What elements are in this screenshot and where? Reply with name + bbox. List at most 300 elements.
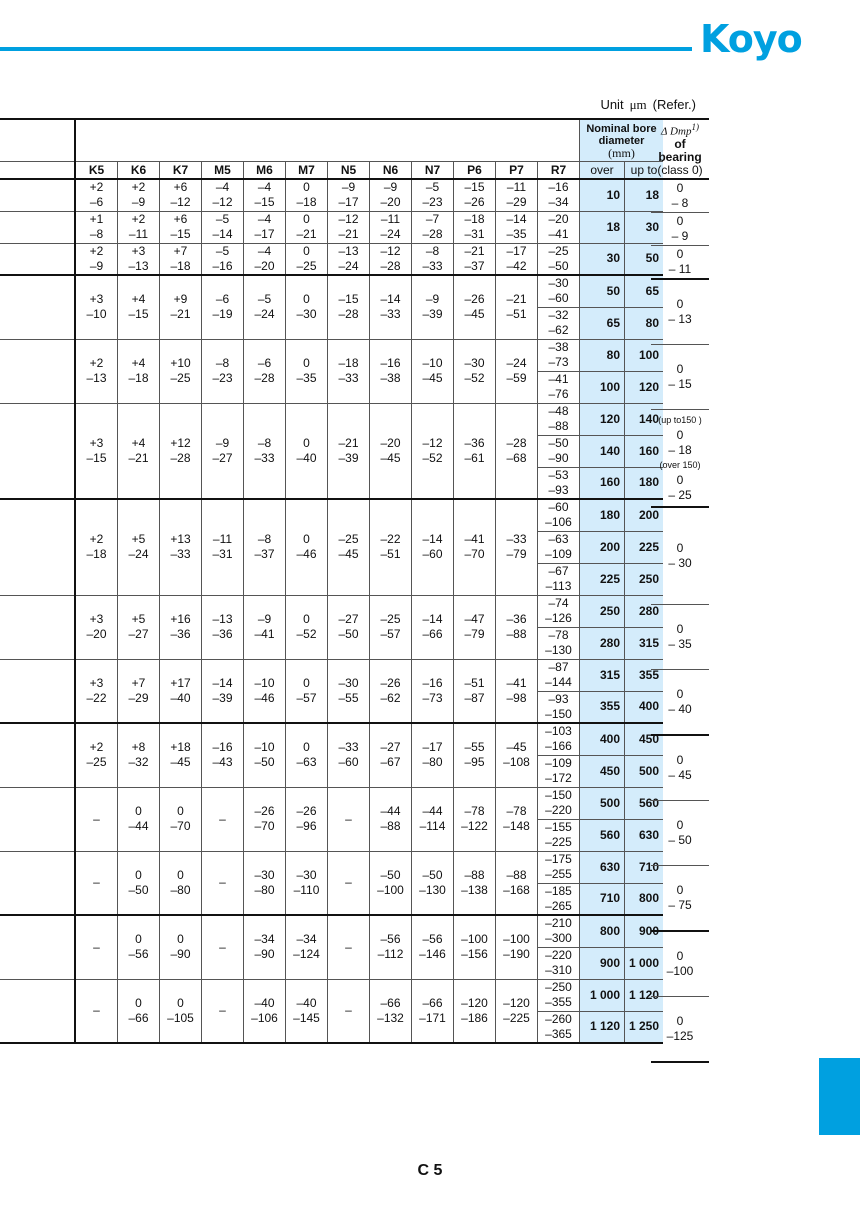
over-header: over — [580, 162, 625, 180]
value-line: –171 — [419, 1010, 446, 1025]
tolerance-cell — [496, 595, 538, 659]
dmp-cell — [651, 345, 709, 410]
tolerance-cell — [328, 275, 370, 339]
value-line: –40 — [296, 450, 317, 465]
value-line: –172 — [545, 771, 572, 785]
dmp-cell — [651, 866, 709, 932]
value-line: –14 — [422, 532, 443, 547]
bore-over: 65 — [580, 307, 625, 339]
value-line: +3 — [89, 435, 104, 450]
brand-logo: Koyo — [700, 17, 802, 61]
value-line: –44 — [422, 804, 443, 818]
value-line: – — [93, 875, 100, 890]
left-blank — [0, 119, 75, 162]
tolerance-cell — [412, 243, 454, 275]
value-line: –21 — [338, 227, 359, 241]
bore-upto: 30 — [625, 211, 664, 243]
value-line: –26 — [464, 292, 485, 307]
tolerance-cell — [160, 243, 202, 275]
r7-cell — [538, 371, 580, 403]
tolerance-cell — [202, 243, 244, 275]
table-row — [0, 211, 663, 243]
value-line: –8 — [215, 356, 230, 370]
class-header: N6 — [370, 162, 412, 180]
value-line: –5 — [215, 243, 230, 258]
value-line: 0 — [303, 675, 310, 690]
value-line: – — [345, 811, 352, 826]
value-line: –100 — [461, 932, 488, 947]
value-line: –10 — [254, 740, 275, 755]
tolerance-cell — [496, 915, 538, 979]
left-blank — [0, 275, 75, 339]
dmp-cell — [651, 213, 709, 246]
value-line: –35 — [296, 371, 317, 385]
left-blank — [0, 787, 75, 851]
value-line: –28 — [170, 450, 191, 465]
value-line: –41 — [548, 227, 569, 241]
value-line: –41 — [254, 627, 275, 641]
bore-over: 400 — [580, 723, 625, 755]
r7-cell — [538, 659, 580, 691]
value-line: –50 — [548, 436, 569, 450]
dmp-cell — [651, 801, 709, 866]
value-line: –46 — [296, 547, 317, 562]
value-line: 0 — [303, 435, 310, 450]
value-line: –155 — [545, 820, 572, 834]
value-line: –55 — [464, 740, 485, 755]
tolerance-cell — [412, 275, 454, 339]
value-line: –30 — [296, 307, 317, 322]
tolerance-cell — [412, 915, 454, 979]
tolerance-cell — [370, 851, 412, 915]
dmp-row — [651, 801, 709, 866]
r7-cell — [538, 275, 580, 307]
value-line: –24 — [128, 547, 149, 562]
value-line: –24 — [506, 356, 527, 370]
value-line: –145 — [293, 1010, 320, 1025]
value-line: –44 — [128, 819, 149, 833]
value-line: –122 — [461, 819, 488, 833]
value-line: –9 — [383, 180, 398, 195]
value-line: –36 — [464, 435, 485, 450]
r7-cell — [538, 339, 580, 371]
tolerance-cell — [75, 915, 118, 979]
tolerance-cell — [244, 339, 286, 403]
value-line: –56 — [422, 932, 443, 947]
tolerance-cell — [328, 979, 370, 1043]
bore-upto: 65 — [625, 275, 664, 307]
value-line: +1 — [89, 212, 104, 226]
tolerance-cell — [286, 915, 328, 979]
tolerance-cell — [75, 659, 118, 723]
bore-over: 160 — [580, 467, 625, 499]
value-line: –110 — [293, 882, 320, 897]
value-line: –106 — [545, 515, 572, 530]
value-line: –50 — [338, 627, 359, 641]
r7-cell — [538, 915, 580, 947]
value-line: –310 — [545, 963, 572, 977]
value-line: –90 — [170, 947, 191, 962]
value-line: –76 — [548, 387, 569, 401]
tolerance-cell — [118, 499, 160, 595]
value-line: –53 — [548, 467, 569, 482]
value-line: 0 — [303, 180, 310, 195]
tolerance-cell — [202, 499, 244, 595]
table-row — [0, 275, 663, 307]
value-line: –45 — [506, 740, 527, 755]
tolerance-cell — [244, 403, 286, 499]
class-header: K6 — [118, 162, 160, 180]
value-line: 0 — [303, 292, 310, 307]
table-row — [0, 979, 663, 1011]
bore-over: 30 — [580, 243, 625, 275]
dmp-row — [651, 997, 709, 1063]
value-line: –120 — [503, 995, 530, 1010]
value-line: –124 — [293, 947, 320, 962]
value-line: –36 — [212, 627, 233, 641]
value-line: –17 — [506, 243, 527, 258]
dmp-cell — [651, 179, 709, 213]
table-row — [0, 787, 663, 819]
value-line: –109 — [545, 756, 572, 770]
value-line: 0 — [303, 532, 310, 547]
tolerance-cell — [160, 787, 202, 851]
value-line: – — [219, 1003, 226, 1018]
value-line: –12 — [422, 435, 443, 450]
dmp-cell — [651, 931, 709, 997]
value-line: –30 — [338, 675, 359, 690]
tolerance-cell — [202, 211, 244, 243]
value-line: –28 — [380, 258, 401, 273]
value-line: –109 — [545, 547, 572, 561]
table-row — [0, 403, 663, 435]
r7-cell — [538, 691, 580, 723]
value-line: –63 — [296, 755, 317, 770]
value-line: –45 — [170, 755, 191, 770]
value-line: –5 — [257, 292, 272, 307]
value-line: –80 — [254, 882, 275, 897]
value-line: –17 — [338, 195, 359, 210]
value-line: –15 — [464, 180, 485, 195]
value-line: –21 — [464, 243, 485, 258]
tolerance-cell — [412, 179, 454, 211]
value-line: –300 — [545, 931, 572, 946]
value-line: 0 — [676, 622, 684, 636]
value-line: –78 — [464, 804, 485, 818]
tolerance-cell — [286, 211, 328, 243]
bore-upto: 1 120 — [625, 979, 664, 1011]
value-line: –150 — [545, 788, 572, 802]
tolerance-cell — [370, 659, 412, 723]
value-line: – 50 — [668, 833, 692, 847]
tolerance-cell — [454, 851, 496, 915]
tolerance-cell — [202, 275, 244, 339]
value-line: 0 — [177, 932, 184, 947]
r7-cell — [538, 499, 580, 531]
bore-upto: 18 — [625, 179, 664, 211]
class-header: M6 — [244, 162, 286, 180]
value-line: +6 — [173, 180, 188, 195]
value-line: –27 — [128, 627, 149, 641]
value-line: – 15 — [668, 377, 692, 391]
value-line: – — [93, 939, 100, 954]
value-line: – 18 — [668, 443, 692, 457]
value-line: –21 — [506, 292, 527, 307]
value-line: –20 — [254, 258, 275, 273]
value-line: –70 — [464, 547, 485, 562]
value-line: –73 — [548, 355, 569, 369]
value-line: –30 — [464, 356, 485, 370]
value-line: +3 — [131, 243, 146, 258]
value-line: –38 — [548, 340, 569, 354]
tolerance-cell — [370, 499, 412, 595]
value-line: –11 — [212, 532, 233, 547]
table-row — [0, 339, 663, 371]
value-line: – — [93, 811, 100, 826]
bore-upto: 400 — [625, 691, 664, 723]
table-row — [0, 499, 663, 531]
left-blank — [0, 499, 75, 595]
r7-cell — [538, 627, 580, 659]
table-row — [0, 723, 663, 755]
value-line: –26 — [254, 804, 275, 818]
value-line: –34 — [548, 195, 569, 210]
tolerance-cell — [75, 723, 118, 787]
bore-over: 180 — [580, 499, 625, 531]
value-line: –265 — [545, 898, 572, 913]
value-line: –18 — [170, 258, 191, 273]
dmp-header-row — [651, 119, 709, 179]
value-line: –70 — [254, 819, 275, 833]
tolerance-cell — [75, 979, 118, 1043]
value-line: –130 — [419, 882, 446, 897]
value-line: –14 — [422, 612, 443, 626]
value-line: –28 — [254, 371, 275, 385]
value-line: –8 — [257, 435, 272, 450]
left-blank — [0, 979, 75, 1043]
r7-cell — [538, 1011, 580, 1043]
value-line: –28 — [422, 227, 443, 241]
tolerance-cell — [328, 243, 370, 275]
value-line: –9 — [425, 292, 440, 307]
value-line: –12 — [380, 243, 401, 258]
header-row — [0, 119, 663, 162]
value-line: –13 — [86, 371, 107, 385]
dmp-header — [651, 119, 709, 179]
value-line: 0 — [303, 212, 310, 226]
bore-over: 10 — [580, 179, 625, 211]
tolerance-cell — [328, 851, 370, 915]
dmp-cell — [651, 997, 709, 1063]
value-line: –12 — [170, 195, 191, 210]
value-line: – — [219, 939, 226, 954]
tolerance-cell — [75, 211, 118, 243]
value-line: –60 — [338, 755, 359, 770]
value-line: –57 — [380, 627, 401, 641]
value-line: – 13 — [668, 312, 692, 326]
dmp-row — [651, 410, 709, 508]
value-line: –260 — [545, 1011, 572, 1026]
value-line: –225 — [503, 1010, 530, 1025]
bore-over: 1 000 — [580, 979, 625, 1011]
value-line: –26 — [296, 804, 317, 818]
value-line: 0 — [303, 740, 310, 755]
tolerance-cell — [160, 723, 202, 787]
value-line: 0 — [676, 949, 684, 963]
value-line: –250 — [545, 980, 572, 994]
bore-over: 200 — [580, 531, 625, 563]
tolerance-cell — [370, 979, 412, 1043]
tolerance-cell — [75, 499, 118, 595]
value-line: –185 — [545, 883, 572, 898]
value-line: –45 — [422, 371, 443, 385]
value-line: –21 — [296, 227, 317, 241]
value-line: – 40 — [668, 702, 692, 716]
value-line: –16 — [422, 675, 443, 690]
dmp-header-text: bearing — [658, 150, 702, 165]
dmp-cell — [651, 279, 709, 345]
tolerance-cell — [118, 915, 160, 979]
tolerance-table — [0, 118, 663, 1044]
tolerance-cell — [454, 339, 496, 403]
left-blank — [0, 162, 75, 180]
tolerance-cell — [202, 403, 244, 499]
value-line: –146 — [419, 947, 446, 962]
r7-cell — [538, 179, 580, 211]
dmp-row — [651, 866, 709, 932]
tolerance-cell — [328, 595, 370, 659]
value-line: –11 — [506, 180, 527, 195]
dmp-cell — [651, 605, 709, 670]
tolerance-cell — [244, 723, 286, 787]
r7-cell — [538, 563, 580, 595]
value-line: –40 — [254, 995, 275, 1010]
value-line: –60 — [422, 547, 443, 562]
tolerance-cell — [202, 659, 244, 723]
value-line: –33 — [506, 532, 527, 547]
value-line: –16 — [212, 740, 233, 755]
value-line: –96 — [296, 819, 317, 833]
value-line: –9 — [257, 612, 272, 626]
bore-upto: 1 000 — [625, 947, 664, 979]
tolerance-cell — [454, 787, 496, 851]
bore-over: 100 — [580, 371, 625, 403]
value-line: –6 — [89, 195, 104, 210]
tolerance-cell — [412, 339, 454, 403]
refer-label: (Refer.) — [652, 97, 696, 112]
value-line: –25 — [296, 258, 317, 273]
value-line: –28 — [506, 435, 527, 450]
tolerance-cell — [286, 595, 328, 659]
value-line: –87 — [464, 690, 485, 705]
value-line: –31 — [464, 227, 485, 241]
value-line: –9 — [215, 435, 230, 450]
class-header: N5 — [328, 162, 370, 180]
value-line: –10 — [422, 356, 443, 370]
value-line: –6 — [215, 292, 230, 307]
value-line: –10 — [254, 675, 275, 690]
value-line: –90 — [254, 947, 275, 962]
value-line: –30 — [254, 867, 275, 882]
value-line: 0 — [676, 297, 684, 311]
value-line: –93 — [548, 691, 569, 706]
value-line: 0 — [303, 356, 310, 370]
value-line: –15 — [170, 227, 191, 241]
tolerance-cell — [286, 723, 328, 787]
value-line: –16 — [380, 356, 401, 370]
value-line: +7 — [131, 675, 146, 690]
value-line: +12 — [170, 435, 191, 450]
value-line: –18 — [338, 356, 359, 370]
tolerance-cell — [75, 179, 118, 211]
class-header: K5 — [75, 162, 118, 180]
value-line: –62 — [380, 690, 401, 705]
bore-header-unit: (mm) — [608, 145, 635, 160]
value-line: –112 — [377, 947, 404, 962]
value-line: –88 — [506, 627, 527, 641]
value-line: –42 — [506, 258, 527, 273]
tolerance-cell — [244, 211, 286, 243]
tolerance-cell — [75, 595, 118, 659]
tolerance-cell — [118, 659, 160, 723]
tolerance-cell — [160, 275, 202, 339]
value-line: –25 — [548, 243, 569, 258]
value-line: –156 — [461, 947, 488, 962]
bore-over: 1 120 — [580, 1011, 625, 1043]
bore-upto: 900 — [625, 915, 664, 947]
tolerance-cell — [412, 403, 454, 499]
tolerance-cell — [370, 339, 412, 403]
value-line: –33 — [338, 740, 359, 755]
value-line: –95 — [464, 755, 485, 770]
tolerance-cell — [118, 211, 160, 243]
value-line: –40 — [170, 690, 191, 705]
table-row — [0, 851, 663, 883]
value-line: –8 — [425, 243, 440, 258]
tolerance-cell — [412, 499, 454, 595]
tolerance-cell — [454, 243, 496, 275]
value-line: +18 — [170, 740, 191, 755]
value-line: +2 — [89, 356, 104, 370]
value-line: –63 — [548, 532, 569, 546]
class-header: P7 — [496, 162, 538, 180]
bore-upto: 120 — [625, 371, 664, 403]
unit-symbol: μm — [629, 97, 647, 112]
tolerance-cell — [244, 787, 286, 851]
tolerance-cell — [412, 979, 454, 1043]
tolerance-cell — [286, 243, 328, 275]
dmp-class-text: (class 0) — [657, 163, 703, 178]
tolerance-cell — [160, 211, 202, 243]
bore-over: 140 — [580, 435, 625, 467]
value-line: –13 — [128, 258, 149, 273]
tolerance-cell — [328, 179, 370, 211]
left-blank — [0, 211, 75, 243]
tolerance-cell — [496, 499, 538, 595]
value-line: –108 — [503, 755, 530, 770]
bore-over: 250 — [580, 595, 625, 627]
r7-cell — [538, 755, 580, 787]
tolerance-cell — [286, 979, 328, 1043]
value-line: –13 — [338, 243, 359, 258]
left-blank — [0, 179, 75, 211]
value-line: –17 — [254, 227, 275, 241]
value-line: –144 — [545, 675, 572, 689]
value-line: –138 — [461, 882, 488, 897]
value-line: –114 — [419, 819, 446, 833]
tolerance-cell — [160, 915, 202, 979]
left-blank — [0, 915, 75, 979]
